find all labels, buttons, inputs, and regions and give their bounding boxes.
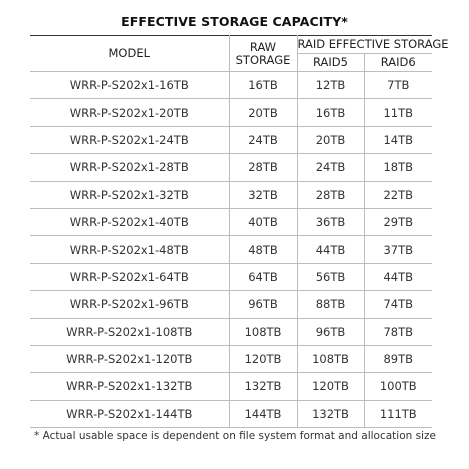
cell-raw-storage: 24TB [229, 126, 297, 153]
footnote: * Actual usable space is dependent on file system format and allocation size [34, 430, 436, 442]
header-row-top [30, 36, 432, 54]
cell-raid5: 88TB [297, 291, 364, 318]
cell-raid6: 44TB [364, 263, 432, 290]
cell-raw-storage: 132TB [229, 373, 297, 400]
cell-raid6: 11TB [364, 99, 432, 126]
cell-raid5: 120TB [297, 373, 364, 400]
cell-raid5: 16TB [297, 99, 364, 126]
cell-raid6: 7TB [364, 72, 432, 99]
cell-raid5: 24TB [297, 154, 364, 181]
cell-model: WRR-P-S202x1-16TB [30, 72, 229, 99]
header-raw-storage [229, 36, 297, 72]
cell-raid6: 74TB [364, 291, 432, 318]
table-row [30, 99, 432, 126]
cell-model: WRR-P-S202x1-32TB [30, 181, 229, 208]
cell-raid5: 28TB [297, 181, 364, 208]
table-row [30, 236, 432, 263]
header-raw-line1: RAW [249, 39, 277, 54]
cell-raid6: 18TB [364, 154, 432, 181]
cell-model: WRR-P-S202x1-24TB [30, 126, 229, 153]
table-row [30, 181, 432, 208]
cell-raid6: 14TB [364, 126, 432, 153]
cell-raid5: 44TB [297, 236, 364, 263]
cell-raw-storage: 64TB [229, 263, 297, 290]
table-row [30, 400, 432, 427]
cell-raid6: 78TB [364, 318, 432, 345]
table-row [30, 318, 432, 345]
cell-model: WRR-P-S202x1-40TB [30, 208, 229, 235]
header-model: MODEL [30, 36, 229, 72]
cell-raid5: 12TB [297, 72, 364, 99]
cell-model: WRR-P-S202x1-48TB [30, 236, 229, 263]
cell-raw-storage: 16TB [229, 72, 297, 99]
cell-model: WRR-P-S202x1-108TB [30, 318, 229, 345]
cell-raid5: 56TB [297, 263, 364, 290]
table-row [30, 72, 432, 99]
cell-raid6: 100TB [364, 373, 432, 400]
cell-raw-storage: 20TB [229, 99, 297, 126]
cell-raid5: 36TB [297, 208, 364, 235]
table-body [30, 72, 432, 428]
header-raid5: RAID5 [297, 54, 364, 72]
table-row [30, 154, 432, 181]
storage-capacity-table [30, 35, 449, 428]
cell-model: WRR-P-S202x1-132TB [30, 373, 229, 400]
table-row [30, 208, 432, 235]
cell-model: WRR-P-S202x1-20TB [30, 99, 229, 126]
cell-model: WRR-P-S202x1-120TB [30, 345, 229, 372]
header-raid-effective-storage: RAID EFFECTIVE STORAGE [297, 36, 432, 54]
cell-raw-storage: 96TB [229, 291, 297, 318]
cell-raid6: 37TB [364, 236, 432, 263]
cell-raid5: 96TB [297, 318, 364, 345]
table-row [30, 126, 432, 153]
cell-raid6: 22TB [364, 181, 432, 208]
cell-raw-storage: 144TB [229, 400, 297, 427]
table-row [30, 263, 432, 290]
table-row [30, 345, 432, 372]
cell-raw-storage: 48TB [229, 236, 297, 263]
cell-raid6: 111TB [364, 400, 432, 427]
cell-raw-storage: 32TB [229, 181, 297, 208]
table-row [30, 291, 432, 318]
cell-raw-storage: 108TB [229, 318, 297, 345]
cell-raid6: 29TB [364, 208, 432, 235]
header-raw-line2: STORAGE [235, 52, 291, 67]
cell-model: WRR-P-S202x1-64TB [30, 263, 229, 290]
cell-raw-storage: 40TB [229, 208, 297, 235]
cell-raw-storage: 120TB [229, 345, 297, 372]
cell-model: WRR-P-S202x1-28TB [30, 154, 229, 181]
cell-raid5: 132TB [297, 400, 364, 427]
table-title: EFFECTIVE STORAGE CAPACITY* [121, 14, 348, 29]
cell-raid6: 89TB [364, 345, 432, 372]
cell-model: WRR-P-S202x1-96TB [30, 291, 229, 318]
table-row [30, 373, 432, 400]
cell-raid5: 108TB [297, 345, 364, 372]
cell-raid5: 20TB [297, 126, 364, 153]
table-header [30, 36, 449, 72]
cell-raw-storage: 28TB [229, 154, 297, 181]
header-raid6: RAID6 [364, 54, 432, 72]
cell-model: WRR-P-S202x1-144TB [30, 400, 229, 427]
